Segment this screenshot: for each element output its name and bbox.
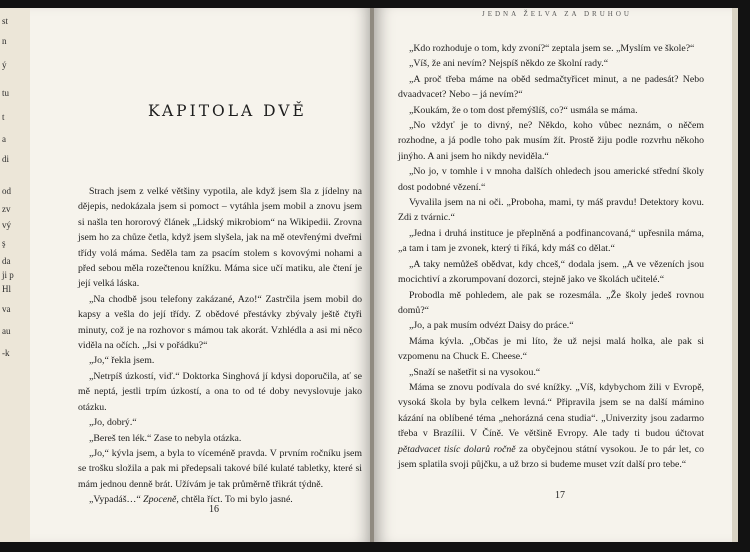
- underlying-page-fragment: di: [2, 154, 10, 164]
- paragraph: [398, 318, 704, 333]
- italic-text: pětadvacet tisíc dolarů ročně: [398, 443, 516, 455]
- paragraph: [398, 288, 704, 319]
- paragraph-text: Máma se znovu podívala do své knížky. „Víš, kdybychom žili v Evropě, vysoká škola by byla celkem levná.“ Připravila jsem se na další mámino kázání na oblíbené téma „nehorázná cena studia“. „Univerzity jsou zadarmo třeba v Brazílii. V Číně. Ve většině Evropy. Ale tady ti budou účtovat: [398, 381, 704, 440]
- underlying-page-fragment: tu: [2, 88, 10, 98]
- paragraph: [78, 446, 362, 492]
- underlying-page-fragment: au: [2, 326, 11, 336]
- paragraph-text: „A proč třeba máme na oběd sedmačtyřicet minut, a ne padesát? Nebo dvaadvacet? Nebo – já nevím?“: [398, 73, 704, 101]
- right-page: [374, 8, 732, 542]
- paragraph: [398, 226, 704, 257]
- paragraph: [398, 56, 704, 71]
- page-number-right: 17: [555, 490, 565, 501]
- underlying-page-fragment: vý: [2, 220, 11, 230]
- paragraph-text: „Na chodbě jsou telefony zakázané, Azo!“ Zastrčila jsem mobil do kapsy a vešla do její třídy. Z obědové přestávky zbývaly ještě čtyři minuty, což je na rozhovor s mámou tak akorát. Vzhlédla a asi mi něco viděla na očích. „Jsi v pořádku?“: [78, 293, 362, 352]
- paragraph-text: , chtěla říct. To mi bylo jasné.: [176, 494, 293, 506]
- underlying-page-fragment: n: [2, 36, 7, 46]
- paragraph-text: Máma kývla. „Občas je mi líto, že už nejsi malá holka, ale pak si vzpomenu na Chuck E. Cheese.“: [398, 335, 704, 363]
- paragraph: [78, 184, 362, 292]
- left-page: [30, 8, 372, 542]
- paragraph: [78, 369, 362, 415]
- paragraph-text: „Jo,“ kývla jsem, a byla to víceméně pravda. V prvním ročníku jsem se trošku složila a pak mi předepsali takové bílé kulaté tabletky, které si mám jednou denně brát. Užívám je tak průměrně třikrát týdně.: [78, 447, 362, 490]
- paragraph: [398, 164, 704, 195]
- paragraph: [78, 353, 362, 368]
- underlying-page-fragment: Hl: [2, 284, 11, 294]
- paragraph-text: „Jo,“ řekla jsem.: [89, 355, 155, 367]
- paragraph-text: „A taky nemůžeš obědvat, kdy chceš,“ dodala jsem. „A ve vězeních jsou mocichtiví a zkorumpovaní dozorci, stejně jako ve školách učitelé.“: [398, 258, 704, 286]
- underlying-page-fragment: a: [2, 134, 6, 144]
- paragraph-text: „Jo, a pak musím odvézt Daisy do práce.“: [409, 320, 574, 332]
- paragraph-text: „Jedna i druhá instituce je přeplněná a podfinancovaná,“ upřesnila máma, „a tam i tam je zvonek, který ti říká, kdy máš co dělat.“: [398, 227, 704, 255]
- underlying-page-fragment: ji p: [2, 270, 14, 280]
- paragraph-text: „Víš, že ani nevím? Nejspíš někdo ze školní rady.“: [409, 58, 609, 70]
- paragraph: [78, 431, 362, 446]
- paragraph-text: „Vypadáš…“: [89, 494, 144, 506]
- paragraph: [398, 72, 704, 103]
- paragraph: [78, 292, 362, 354]
- paragraph: [398, 365, 704, 380]
- italic-text: Zpoceně: [143, 494, 177, 506]
- paragraph: [398, 195, 704, 226]
- paragraph-text: „Koukám, že o tom dost přemýšlíš, co?“ usmála se máma.: [409, 104, 638, 116]
- paragraph: [398, 41, 704, 56]
- paragraph-text: „Jo, dobrý.“: [89, 417, 137, 429]
- paragraph: [398, 103, 704, 118]
- paragraph-text: „No vždyť je to divný, ne? Někdo, koho vůbec neznám, o něčem rozhodne, a já podle toho pak musím žít. Prostě žiju podle rozvrhu někoho jinýho. A ani jsem ho nikdy neviděla.“: [398, 120, 704, 162]
- underlying-page-fragment: st: [2, 16, 9, 26]
- underlying-page-fragment: t: [2, 112, 5, 122]
- paragraph: [398, 380, 704, 472]
- underlying-page-fragment: od: [2, 186, 11, 196]
- paragraph-text: Probodla mě pohledem, ale pak se rozesmála. „Že školy jedeš rovnou domů?“: [398, 289, 704, 316]
- paragraph-text: za obyčejnou státní vysokou. Je to pár let, co jsem splatila svoji půjčku, a už brzo si budeme muset vzít další pro tebe.“: [398, 443, 704, 470]
- page-number-left: 16: [209, 504, 219, 515]
- paragraph: [398, 257, 704, 288]
- paragraph: [78, 415, 362, 430]
- paragraph-text: Vyvalila jsem na ni oči. „Proboha, mami, ty máš pravdu! Detektory kovu. Zdi z tvárnic.“: [398, 197, 704, 224]
- paragraph: [398, 118, 704, 164]
- paragraph: [398, 334, 704, 365]
- left-page-text: [78, 184, 362, 508]
- underlying-page-fragment: va: [2, 304, 11, 314]
- paragraph-text: Strach jsem z velké většiny vypotila, ale když jsem šla z jídelny na dějepis, nedokázala jsem si pomoct – vytáhla jsem mobil a znovu jsem si našla ten hororový článek „Lidský mikrobiom“ na Wikipedii. Zrovna jsem ho za chůze četla, když jsem slyšela, jak na mě otevřenými dveřmi třídy volá máma. Seděla tam za psacím stolem s kovovými nohami a před sebou měla rozečtenou knížku. Máma sice učí matiku, ale čtení je její velká láska.: [78, 186, 362, 290]
- paragraph-text: „Snaží se našetřit si na vysokou.“: [409, 366, 541, 378]
- paragraph: [78, 492, 362, 507]
- running-head: JEDNA ŽELVA ZA DRUHOU: [482, 10, 632, 18]
- chapter-title: KAPITOLA DVĚ: [148, 102, 307, 120]
- paragraph-text: „No jo, v tomhle i v mnoha dalších ohledech jsou americké střední školy dost podobné vězení.“: [398, 166, 704, 193]
- underlying-page-fragment: da: [2, 256, 11, 266]
- page-edge-right: [732, 8, 738, 542]
- underlying-page-fragment: -k: [2, 348, 10, 358]
- paragraph-text: „Bereš ten lék.“ Zase to nebyla otázka.: [89, 432, 242, 444]
- right-page-text: [398, 41, 704, 472]
- paragraph-text: „Netrpíš úzkostí, viď.“ Doktorka Singhová jí kdysi doporučila, ať se mě neptá, jestli trpím úzkostí, a ona to od té doby nevyslovuje jako otázku.: [78, 370, 362, 413]
- paragraph-text: „Kdo rozhoduje o tom, kdy zvoní?“ zeptala jsem se. „Myslím ve škole?“: [409, 43, 695, 54]
- underlying-page-fragment: zv: [2, 204, 11, 214]
- underlying-page-fragment: ý: [2, 60, 7, 70]
- underlying-page-fragment: ş: [2, 238, 6, 248]
- underlying-page-edge: [0, 8, 31, 542]
